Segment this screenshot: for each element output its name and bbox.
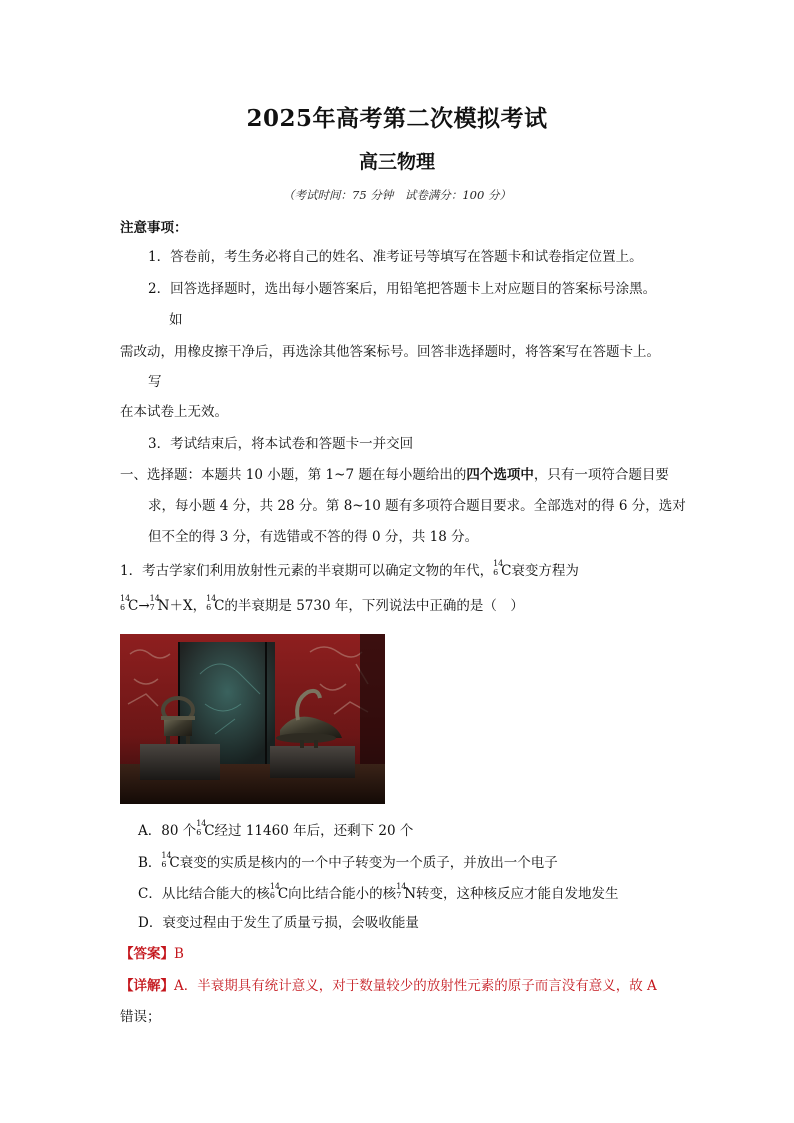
exam-title: 2025年高考第二次模拟考试	[246, 105, 548, 132]
option-c-middle: C向比结合能小的核	[277, 886, 397, 902]
option-a-prefix: A．80 个	[138, 823, 197, 839]
question-1-stem-text: 1．考古学家们利用放射性元素的半衰期可以确定文物的年代，	[120, 563, 494, 579]
isotope-c14: 14 6	[206, 594, 217, 612]
equation-n-x: N＋X，	[157, 598, 207, 614]
notice-item-2-cont-2: 在本试卷上无效。	[120, 404, 228, 420]
isotope-c14: 14 6	[493, 559, 504, 577]
option-a	[138, 819, 414, 839]
question-1-stem	[120, 559, 579, 579]
answer-line	[120, 948, 184, 962]
section-1-line-1	[120, 469, 669, 483]
equation-halflife: C的半衰期是 5730 年，下列说法中正确的是（ ）	[214, 598, 524, 614]
detail-line-1	[120, 980, 657, 994]
section-1-text-end: ，只有一项符合题目要	[533, 467, 669, 483]
exam-info: （考试时间：75 分钟 试卷满分：100 分）	[283, 188, 511, 202]
notice-item-2-cont-1: 需改动，用橡皮擦干净后，再选涂其他答案标号。回答非选择题时，将答案写在答题卡上。	[120, 344, 660, 360]
notice-item-2-wrap-1: 如	[169, 312, 183, 328]
option-b-text: C衰变的实质是核内的一个中子转变为一个质子，并放出一个电子	[169, 855, 558, 871]
museum-artifact-photo	[120, 634, 385, 804]
section-1-line-2: 求，每小题 4 分，共 28 分。第 8~10 题有多项符合题目要求。全部选对的得 6 分，选对	[148, 498, 686, 514]
answer-value: B	[174, 946, 184, 962]
notice-item-3: 3．考试结束后，将本试卷和答题卡一并交回	[148, 436, 414, 452]
option-b-prefix: B．	[138, 855, 162, 871]
equation-c-arrow: C→	[128, 598, 150, 614]
exam-subject: 高三物理	[358, 151, 435, 173]
detail-line-2: 错误；	[120, 1009, 161, 1025]
isotope-c14: 14 6	[161, 851, 172, 869]
isotope-n14: 14 7	[149, 594, 160, 612]
isotope-n14: 14 7	[396, 882, 407, 900]
detail-label: 【详解】	[120, 978, 174, 994]
section-1-line-3: 但不全的得 3 分，有选错或不答的得 0 分，共 18 分。	[148, 529, 479, 545]
section-1-text: 一、选择题：本题共 10 小题，第 1~7 题在每小题给出的	[120, 467, 467, 483]
answer-label: 【答案】	[120, 946, 174, 962]
section-1-emphasis: 四个选项中	[466, 467, 534, 483]
isotope-c14: 14 6	[269, 882, 281, 900]
option-a-text: C经过 11460 年后，还剩下 20 个	[204, 823, 414, 839]
option-c-prefix: C．从比结合能大的核	[138, 886, 270, 902]
isotope-c14: 14 6	[196, 819, 207, 837]
notice-heading: 注意事项：	[120, 220, 188, 236]
question-1-stem-end: C衰变方程为	[501, 563, 579, 579]
notice-item-1: 1．答卷前，考生务必将自己的姓名、准考证号等填写在答题卡和试卷指定位置上。	[148, 249, 643, 265]
notice-item-2-wrap-2: 写	[148, 374, 162, 390]
option-c	[138, 882, 619, 902]
isotope-c14: 14 6	[120, 594, 131, 612]
option-c-text: N转变，这种核反应才能自发地发生	[404, 886, 619, 902]
option-d: D．衰变过程由于发生了质量亏损，会吸收能量	[138, 915, 419, 931]
museum-scene-graphic	[120, 634, 385, 804]
notice-item-2: 2．回答选择题时，选出每小题答案后，用铅笔把答题卡上对应题目的答案标号涂黑。	[148, 281, 657, 297]
option-b	[138, 851, 558, 871]
detail-text: A．半衰期具有统计意义，对于数量较少的放射性元素的原子而言没有意义，故 A	[174, 978, 657, 994]
question-1-equation	[120, 594, 524, 614]
